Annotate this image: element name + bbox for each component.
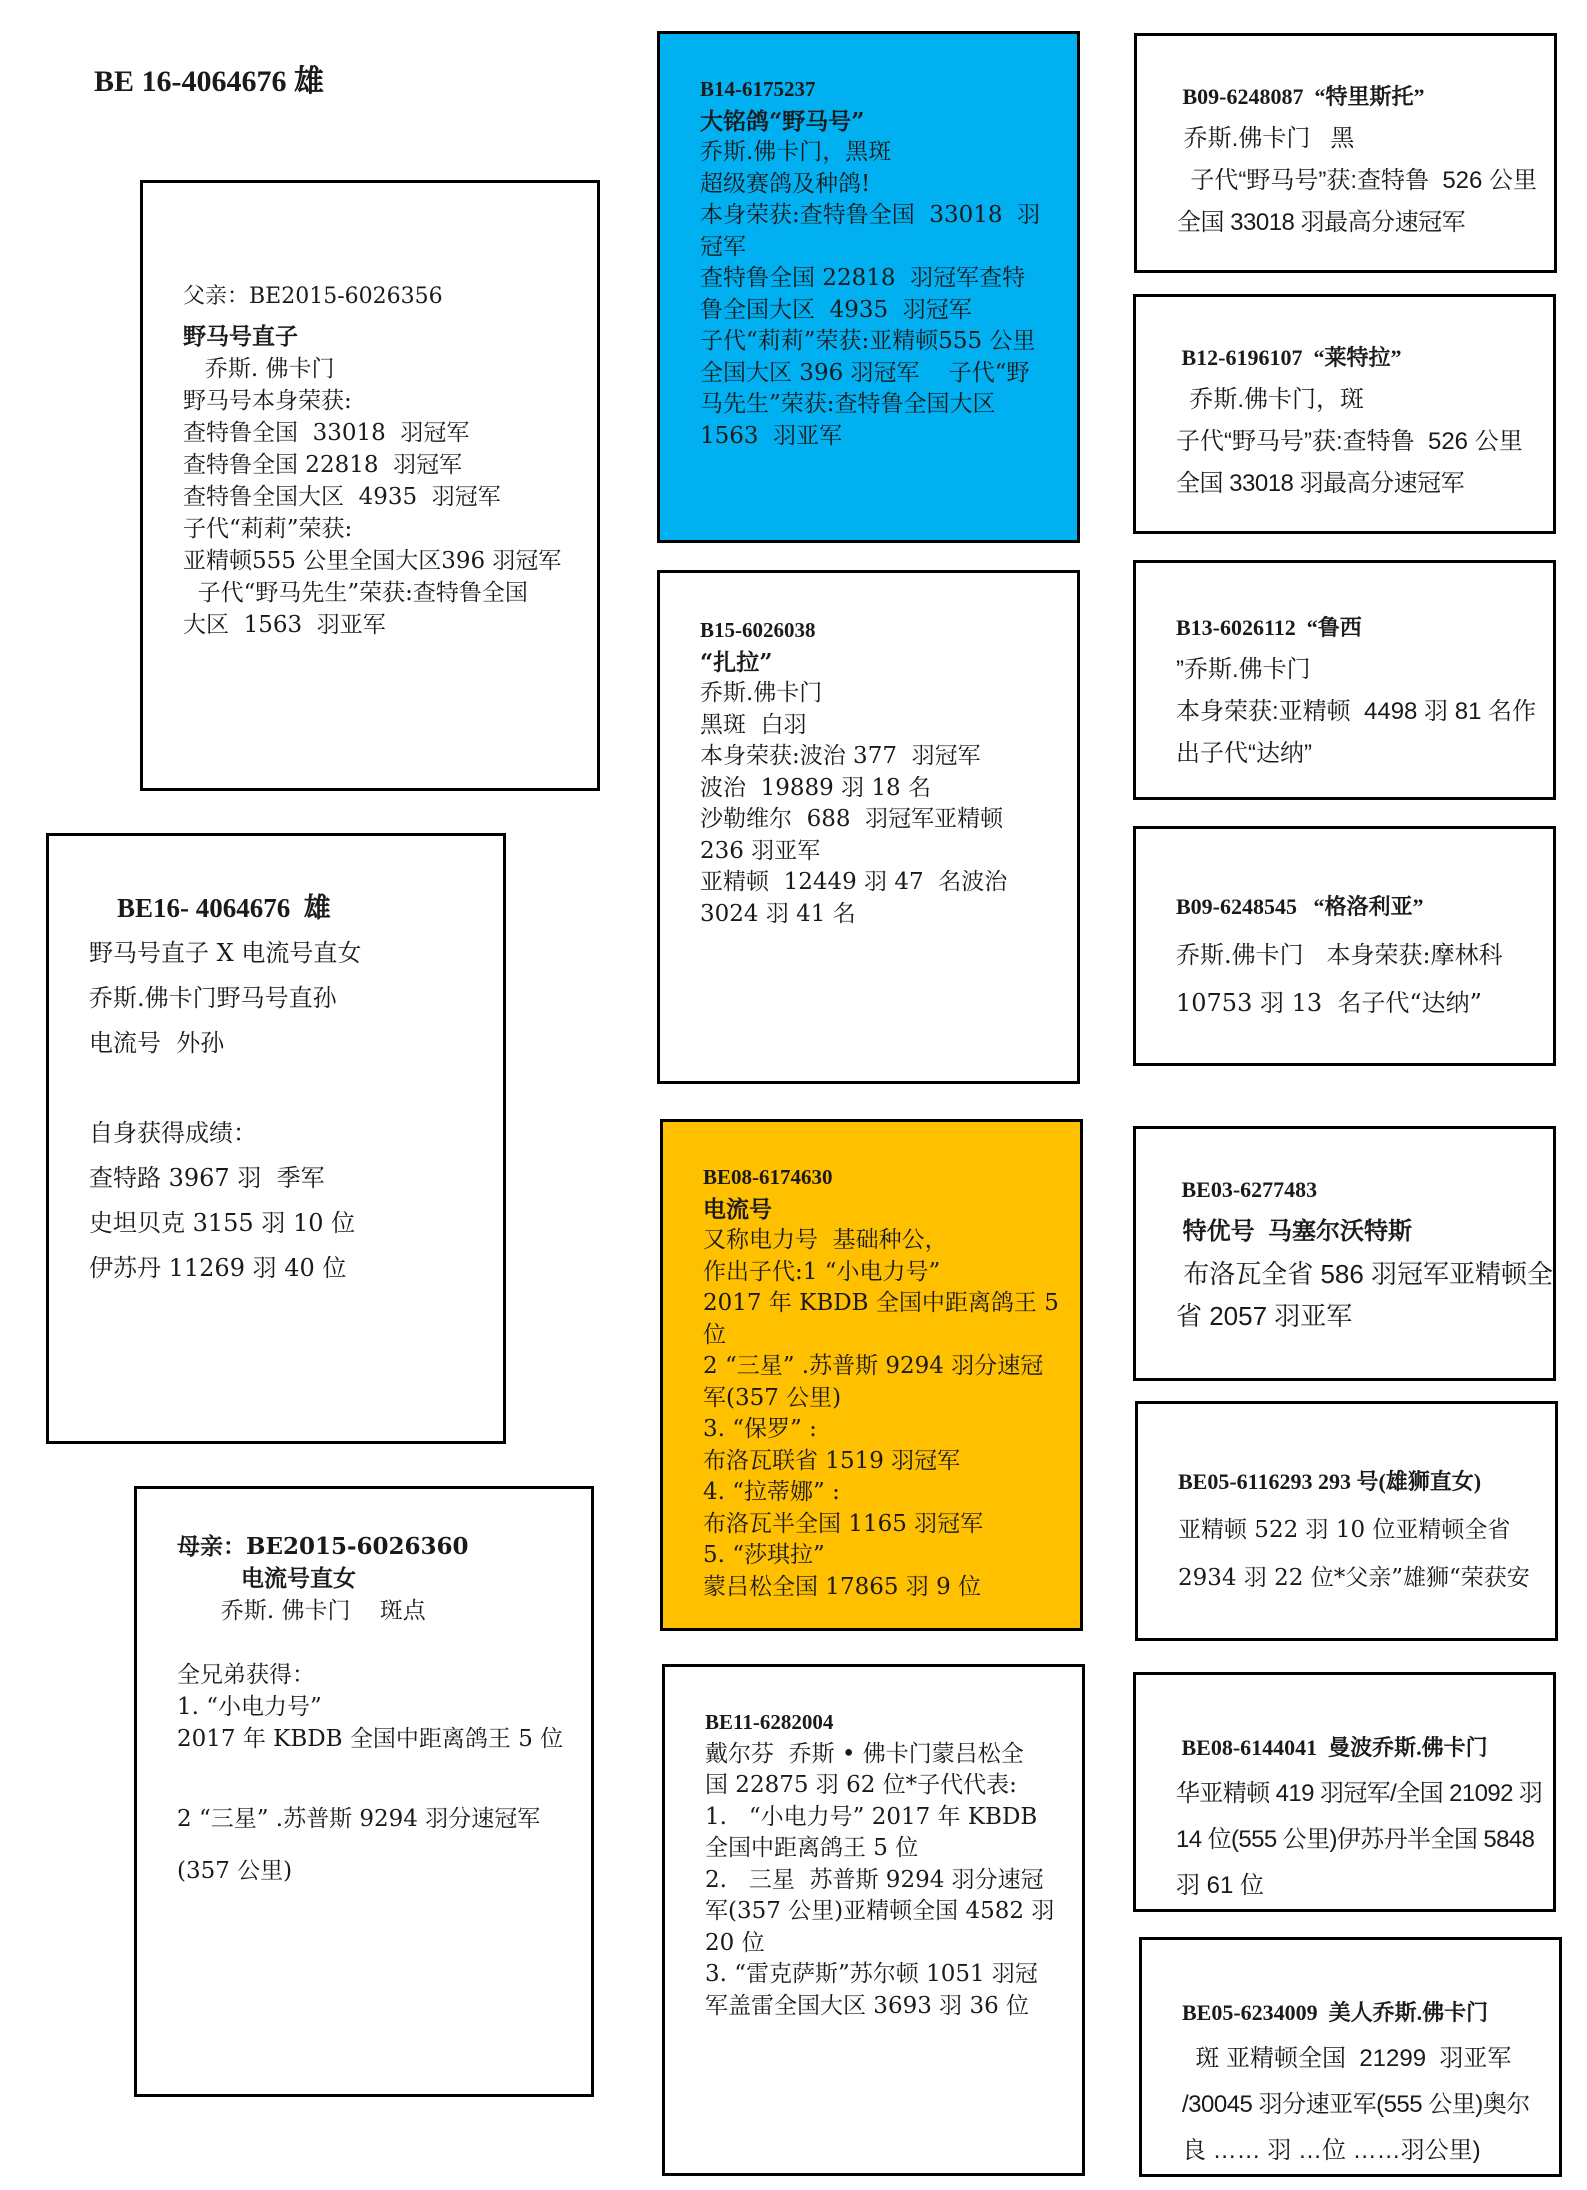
father-line: 查特鲁全国 33018 羽冠军 [183,420,470,446]
be03-name: 特优号 马塞尔沃特斯 [1176,1218,1413,1245]
subject-line: 电流号 外孙 [89,1029,225,1057]
mother-card [134,1486,594,2097]
subject-line: 史坦贝克 3155 羽 10 位 [89,1209,356,1237]
grandfather-maternal-card [660,1119,1083,1631]
be03-ring-number: BE03-6277483 [1176,1177,1318,1202]
b15-line: 波治 19889 羽 18 名 [700,774,931,801]
b14-line: 查特鲁全国 22818 羽冠军查特 [700,265,1026,291]
subject-line: 查特路 3967 羽 季军 [89,1164,325,1192]
subject-card [46,833,506,1444]
be05b-line: /30045 羽分速亚军(555 公里)奥尔 [1182,2091,1530,2118]
great-grandmother-card-4 [1139,1937,1562,2177]
subject-line: 自身获得成绩： [89,1119,257,1147]
father-line: 查特鲁全国 22818 羽冠军 [183,452,463,478]
b14-line: 1563 羽亚军 [700,422,843,449]
be11-line: 3. “雷克萨斯”苏尔顿 1051 羽冠 [705,1961,1038,1987]
b14-name: 大铭鸽“野马号” [700,107,865,135]
subject-line: 乔斯.佛卡门野马号直孙 [89,984,337,1012]
b15-line: 本身荣获:波治 377 羽冠军 [700,743,981,769]
b13-line: 出子代“达纳” [1176,740,1312,767]
be08b-line: 华亚精顿 419 羽冠军/全国 21092 羽 [1176,1780,1543,1807]
b09b-line: 10753 羽 13 名子代“达纳” [1176,989,1482,1017]
mother-line: 全兄弟获得： [177,1662,315,1688]
be05a-line: 2934 羽 22 位*父亲”雄狮“荣获安 [1178,1565,1530,1591]
be08a-line: 军(357 公里) [703,1384,842,1411]
b12-line: 全国 33018 羽最高分速冠军 [1176,470,1465,497]
subject-line: 伊苏丹 11269 羽 40 位 [89,1254,347,1282]
father-line: 野马号本身荣获: [183,388,352,414]
great-grandmother-card-3 [1135,1401,1558,1641]
be08a-line: 布洛瓦联省 1519 羽冠军 [703,1447,961,1474]
be05a-line: 亚精顿 522 羽 10 位亚精顿全省 [1178,1517,1511,1543]
b13-ring-number: B13-6026112 “鲁西 [1176,615,1362,640]
mother-ring-number: 母亲：BE2015-6026360 [177,1533,469,1560]
great-grandfather-card-2 [1133,560,1556,800]
be11-line: 军(357 公里)亚精顿全国 4582 羽 [705,1898,1055,1924]
b14-line: 鲁全国大区 4935 羽冠军 [700,296,972,323]
b09a-line: 乔斯.佛卡门 黑 [1177,125,1355,152]
mother-name: 电流号直女 [177,1565,357,1592]
b09a-ring-number: B09-6248087 “特里斯托” [1177,84,1425,109]
grandfather-paternal-card [657,31,1080,543]
be08a-line: 又称电力号 基础种公， [703,1227,948,1253]
be08a-ring-number: BE08-6174630 [703,1165,833,1189]
b14-ring-number: B14-6175237 [700,77,816,101]
father-name: 野马号直子 [183,323,298,350]
b14-line: 冠军 [700,233,746,260]
be08a-line: 位 [703,1321,726,1348]
father-line: 查特鲁全国大区 4935 羽冠军 [183,484,501,510]
b15-line: 黑斑 白羽 [700,711,807,738]
mother-line: 2017 年 KBDB 全国中距离鸽王 5 位 [177,1726,564,1752]
b14-line: 全国大区 396 羽冠军 子代“野 [700,359,1030,386]
father-card [140,180,600,791]
be11-line: 全国中距离鸽王 5 位 [705,1835,919,1861]
be08a-line: 3. “保罗” : [703,1416,817,1442]
great-grandfather-card-1 [1134,33,1557,273]
mother-line [177,1627,591,1659]
grandmother-maternal-card [662,1664,1085,2176]
great-grandfather-card-4 [1133,1672,1556,1912]
page-title: BE 16-4064676 雄 [94,65,325,98]
b12-ring-number: B12-6196107 “莱特拉” [1176,345,1402,370]
be11-line: 国 22875 羽 62 位*子代代表: [705,1772,1017,1798]
b15-name: “扎拉” [700,648,773,676]
be08b-ring-number: BE08-6144041 曼波乔斯.佛卡门 [1176,1735,1488,1760]
be08a-line: 4. “拉蒂娜” : [703,1479,840,1505]
be11-line: 军盖雷全国大区 3693 羽 36 位 [705,1992,1030,2019]
father-ring-number: 父亲：BE2015-6026356 [183,284,443,309]
be03-line: 省 2057 羽亚军 [1176,1301,1353,1331]
mother-line: 乔斯. 佛卡门 斑点 [177,1598,426,1624]
b14-line: 子代“莉莉”荣获:亚精顿555 公里 [700,328,1036,354]
be05b-line: 斑 亚精顿全国 21299 羽亚军 [1182,2045,1512,2072]
be05a-ring-number: BE05-6116293 293 号(雄狮直女) [1178,1469,1482,1494]
subject-line: 野马号直子 X 电流号直女 [89,939,362,967]
be08a-line: 5. “莎琪拉” [703,1542,825,1568]
be11-line: 2. 三星 苏普斯 9294 羽分速冠 [705,1866,1044,1893]
b12-line: 子代“野马号”获:查特鲁 526 公里 [1176,428,1523,455]
b15-line: 236 羽亚军 [700,837,821,864]
mother-line: (357 公里) [177,1858,293,1884]
mother-line: 2 “三星” .苏普斯 9294 羽分速冠军 [177,1806,541,1832]
b15-line: 乔斯.佛卡门 [700,680,823,706]
be08b-line: 14 位(555 公里)伊苏丹半全国 5848 [1176,1826,1535,1853]
father-line: 乔斯. 佛卡门 [183,356,335,382]
father-line: 大区 1563 羽亚军 [183,612,386,638]
father-line: 子代“莉莉”荣获: [183,516,353,542]
b14-line: 超级赛鸽及种鸽! [700,170,871,197]
b09a-line: 子代“野马号”获:查特鲁 526 公里 [1177,167,1538,194]
be08b-line: 羽 61 位 [1176,1872,1265,1899]
be11-line: 1. “小电力号” 2017 年 KBDB [705,1803,1038,1830]
be08a-name: 电流号 [703,1195,772,1223]
b15-line: 沙勒维尔 688 羽冠军亚精顿 [700,806,1004,832]
grandmother-paternal-card [657,570,1080,1084]
b09b-line: 乔斯.佛卡门 本身荣获:摩林科 [1176,941,1503,969]
b15-ring-number: B15-6026038 [700,618,816,642]
b15-line: 亚精顿 12449 羽 47 名波治 [700,869,1008,895]
be08a-line: 布洛瓦半全国 1165 羽冠军 [703,1510,984,1537]
b13-line: 本身荣获:亚精顿 4498 羽 81 名作 [1176,698,1537,725]
mother-line [177,1755,591,1803]
b14-line: 马先生”荣获:查特鲁全国大区 [700,391,996,417]
mother-line: 1. “小电力号” [177,1694,322,1720]
b09a-line: 全国 33018 羽最高分速冠军 [1177,209,1466,236]
be05b-line: 良 …… 羽 …位 ……羽公里) [1182,2137,1481,2164]
be05b-ring-number: BE05-6234009 美人乔斯.佛卡门 [1182,2000,1489,2025]
subject-ring-number: BE16- 4064676 雄 [117,893,331,923]
b15-line: 3024 羽 41 名 [700,900,856,927]
b14-line: 乔斯.佛卡门，黑斑 [700,139,892,165]
b09b-ring-number: B09-6248545 “格洛利亚” [1176,894,1424,919]
be11-line: 20 位 [705,1929,765,1956]
mother-line [177,1835,591,1855]
be08a-line: 2 “三星” .苏普斯 9294 羽分速冠 [703,1353,1044,1379]
great-grandmother-card-1 [1133,294,1556,534]
b12-line: 乔斯.佛卡门，斑 [1176,386,1365,413]
great-grandfather-card-3 [1133,1126,1556,1381]
be11-ring-number: BE11-6282004 [705,1710,834,1734]
b14-line: 本身荣获:查特鲁全国 33018 羽 [700,202,1041,228]
be11-line: 戴尔芬 乔斯 • 佛卡门蒙吕松全 [705,1740,1024,1767]
father-line: 子代“野马先生”荣获:查特鲁全国 [183,580,528,606]
be08a-line: 作出子代:1 “小电力号” [703,1258,941,1285]
be03-line: 布洛瓦全省 586 羽冠军亚精顿全 [1176,1259,1554,1289]
be08a-line: 2017 年 KBDB 全国中距离鸽王 5 [703,1290,1059,1316]
great-grandmother-card-2 [1133,826,1556,1066]
subject-line [89,1066,503,1111]
father-line: 亚精顿555 公里全国大区396 羽冠军 [183,548,562,574]
be08a-line: 蒙吕松全国 17865 羽 9 位 [703,1573,982,1600]
b13-line: ”乔斯.佛卡门 [1176,656,1311,683]
